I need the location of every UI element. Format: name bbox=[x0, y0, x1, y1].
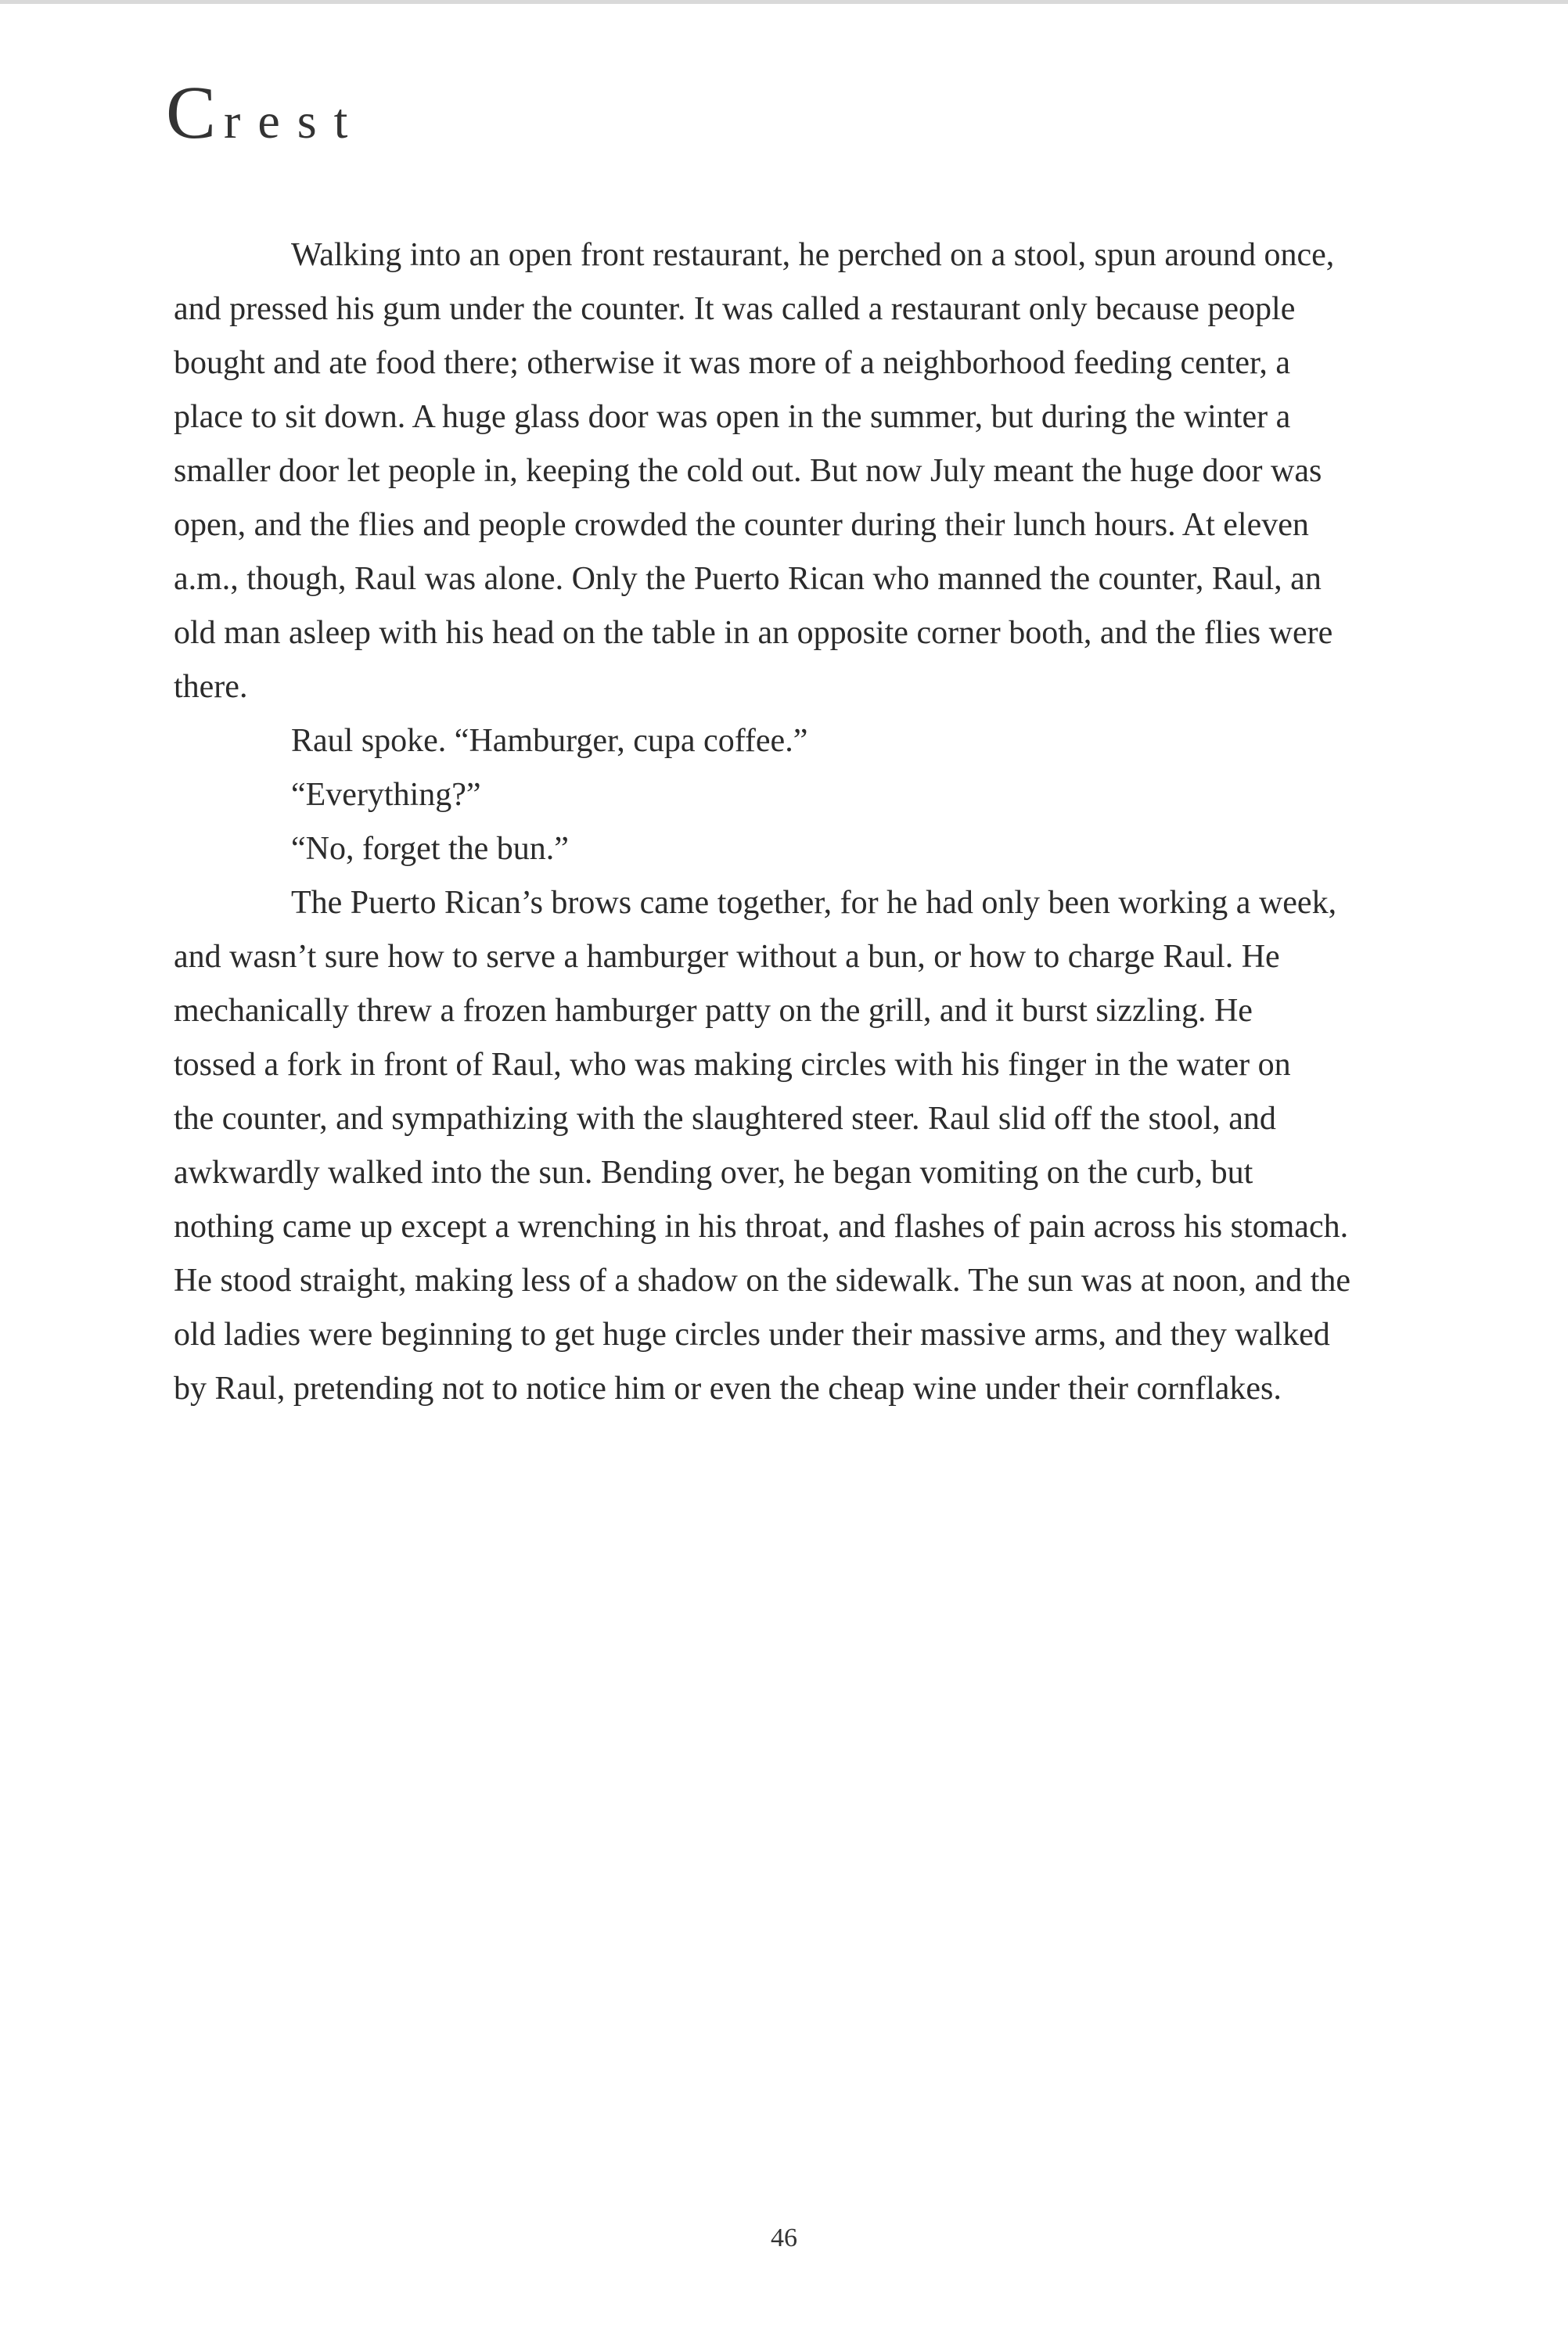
text-line: by Raul, pretending not to notice him or even the cheap wine under their cornflakes. bbox=[174, 1371, 1282, 1407]
text-line: open, and the flies and people crowded the counter during their lunch hours. At eleven bbox=[174, 507, 1309, 543]
text-line: and wasn’t sure how to serve a hamburger without a bun, or how to charge Raul. He bbox=[174, 939, 1280, 975]
chapter-title-rest: rest bbox=[224, 93, 365, 149]
text-line: bought and ate food there; otherwise it was more of a neighborhood feeding center, a bbox=[174, 345, 1290, 381]
text-line: He stood straight, making less of a shadow on the sidewalk. The sun was at noon, and the bbox=[174, 1263, 1350, 1299]
text-line: Raul spoke. “Hamburger, cupa coffee.” bbox=[291, 723, 808, 759]
text-line: “Everything?” bbox=[291, 777, 481, 813]
text-line: the counter, and sympathizing with the slaughtered steer. Raul slid off the stool, and bbox=[174, 1101, 1276, 1137]
text-line: “No, forget the bun.” bbox=[291, 831, 569, 867]
text-line: and pressed his gum under the counter. It was called a restaurant only because people bbox=[174, 291, 1296, 327]
text-line: old man asleep with his head on the table in an opposite corner booth, and the flies were bbox=[174, 615, 1333, 651]
page-number: 46 bbox=[771, 2223, 797, 2252]
chapter-title bbox=[166, 70, 365, 154]
text-line: place to sit down. A huge glass door was open in the summer, but during the winter a bbox=[174, 399, 1291, 435]
text-line: Walking into an open front restaurant, he perched on a stool, spun around once, bbox=[291, 237, 1335, 273]
text-line: there. bbox=[174, 669, 248, 705]
text-line: old ladies were beginning to get huge circles under their massive arms, and they walked bbox=[174, 1317, 1330, 1353]
text-line: tossed a fork in front of Raul, who was making circles with his finger in the water on bbox=[174, 1047, 1291, 1083]
chapter-title-initial: C bbox=[166, 70, 217, 154]
text-line: nothing came up except a wrenching in his throat, and flashes of pain across his stomach. bbox=[174, 1209, 1349, 1245]
text-line: mechanically threw a frozen hamburger patty on the grill, and it burst sizzling. He bbox=[174, 993, 1253, 1029]
text-line: smaller door let people in, keeping the cold out. But now July meant the huge door was bbox=[174, 453, 1322, 489]
story-body bbox=[174, 228, 1465, 1416]
text-line: The Puerto Rican’s brows came together, for he had only been working a week, bbox=[291, 885, 1337, 921]
text-line: a.m., though, Raul was alone. Only the Puerto Rican who manned the counter, Raul, an bbox=[174, 561, 1322, 597]
text-line: awkwardly walked into the sun. Bending over, he began vomiting on the curb, but bbox=[174, 1155, 1253, 1191]
